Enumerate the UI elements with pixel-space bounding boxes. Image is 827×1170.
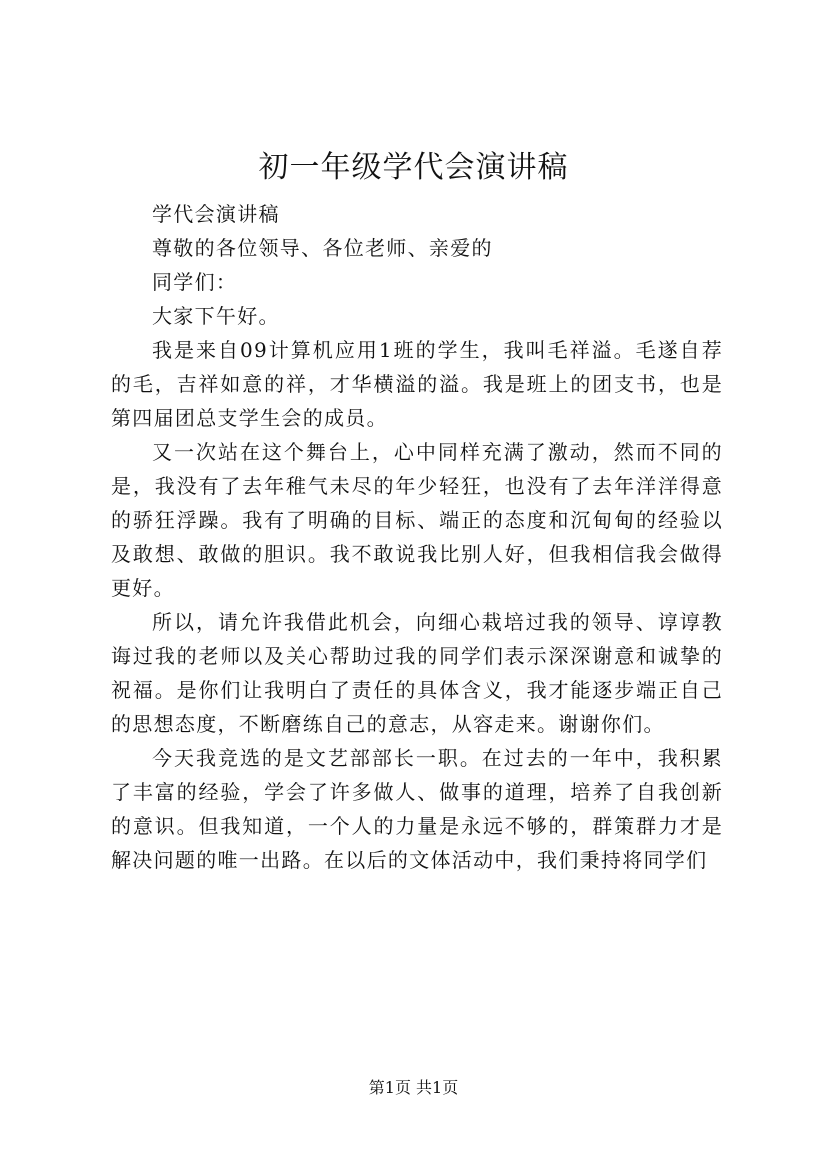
paragraph-thanks: 所以，请允许我借此机会，向细心栽培过我的领导、谆谆教诲过我的老师以及关心帮助过我的同学们表示深深谢意和诚挚的祝福。是你们让我明白了责任的具体含义，我才能逐步端正自己的思想态度，不断磨练自己的意志，从容走来。谢谢你们。: [111, 610, 723, 736]
paragraph-stage: 又一次站在这个舞台上，心中同样充满了激动，然而不同的是，我没有了去年稚气未尽的年少轻狂，也没有了去年洋洋得意的骄狂浮躁。我有了明确的目标、端正的态度和沉甸甸的经验以及敢想、敢做的胆识。我不敢说我比别人好，但我相信我会做得更好。: [111, 440, 723, 600]
paragraph-greeting: 大家下午好。: [152, 304, 280, 328]
page-number-footer: 第1页 共1页: [368, 1078, 459, 1097]
paragraph-salutation-cont: 同学们：: [152, 270, 238, 294]
paragraph-salutation: 尊敬的各位领导、各位老师、亲爱的: [152, 236, 493, 260]
document-title: 初一年级学代会演讲稿: [258, 150, 569, 185]
document-body: [111, 197, 723, 877]
paragraph-heading: 学代会演讲稿: [152, 202, 280, 226]
paragraph-candidacy: 今天我竞选的是文艺部部长一职。在过去的一年中，我积累了丰富的经验，学会了许多做人、做事的道理，培养了自我创新的意识。但我知道，一个人的力量是永远不够的，群策群力才是解决问题的唯一出路。在以后的文体活动中，我们秉持将同学们: [111, 746, 723, 872]
paragraph-introduction: 我是来自09计算机应用1班的学生，我叫毛祥溢。毛遂自荐的毛，吉祥如意的祥，才华横溢的溢。我是班上的团支书，也是第四届团总支学生会的成员。: [111, 338, 723, 430]
